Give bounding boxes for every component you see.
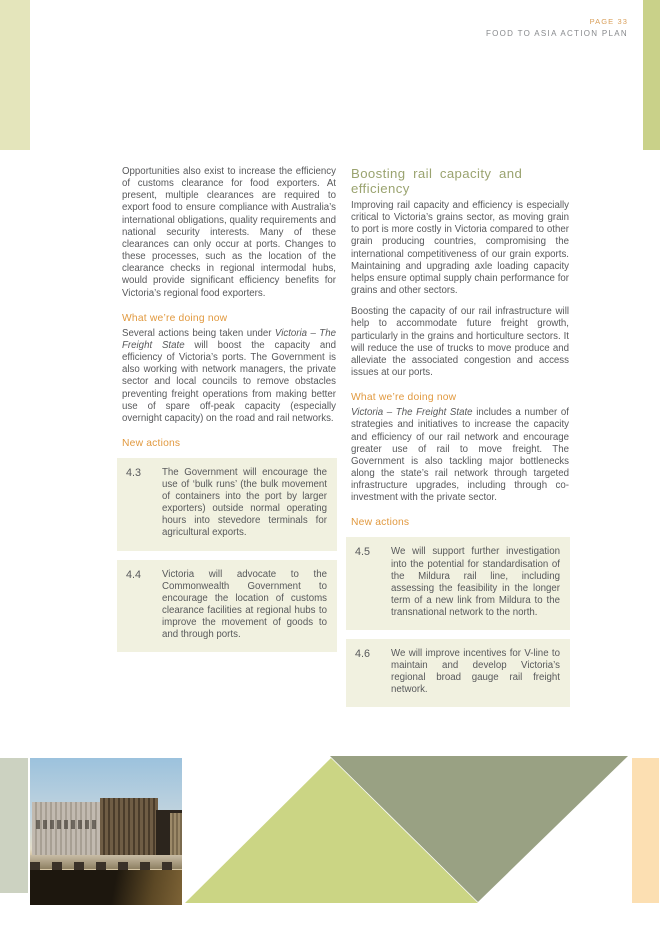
- action-text: The Government will encourage the use of ‘bulk runs’ (the bulk movement of containers into the port by larger exporters) outside normal operating hours into stevedore terminals for agricultural exports.: [162, 466, 327, 539]
- paragraph-rail-infrastructure: Boosting the capacity of our rail infrastructure will help to accommodate future freight growth, particularly in the grains and horticulture sectors. It will reduce the use of trucks to move produce and alleviate the associated congestion and access issues at our ports.: [351, 306, 569, 379]
- action-card-4-4: [117, 560, 337, 653]
- doing-now-right-italic: Victoria – The Freight State: [351, 407, 473, 419]
- paragraph-rail-capacity: Improving rail capacity and efficiency is especially critical to Victoria’s grains sector, as moving grain to port is more costly in Victoria compared to other grain producing countries, compromising the international competitiveness of our grain exports. Maintaining and upgrading axle loading capacity helps ensure optimal supply chain performance for grains and other sectors.: [351, 200, 569, 297]
- action-text: We will support further investigation into the potential for standardisation of the Mildura rail line, including assessing the feasibility in the longer term of a new link from Mildura to the transnational network to the north.: [391, 546, 560, 618]
- top-right-decorative-bar: [643, 0, 660, 150]
- photo-container-brown: [100, 798, 158, 858]
- action-card-4-5: [346, 537, 570, 630]
- photo-container-tan: [170, 813, 182, 860]
- doing-now-right-post: includes a number of strategies and initiatives to increase the capacity and efficiency of our rail network and encourage greater use of rail to move freight. The Government is also tackling major bottlenecks along the state’s rail network through targeted infrastructure upgrades, including through co-investment with the private sector.: [351, 407, 569, 504]
- photo-grass: [30, 870, 182, 905]
- doing-now-left-italic: Victoria – The Freight State: [122, 327, 336, 351]
- action-text: Victoria will advocate to the Commonwealth Government to encourage the location of customs clearance facilities at regional hubs to improve the movement of goods to and through ports.: [162, 568, 327, 640]
- left-column: [122, 166, 336, 652]
- paragraph-doing-now-right: [351, 407, 569, 504]
- doing-now-left-post: will boost the capacity and efficiency of Victoria’s ports. The Government is also working with network managers, the private sector and local councils to remove obstacles preventing freight operations from making better use of spare off-peak capacity (especially overnight capacity) on the road and rail networks.: [122, 339, 336, 424]
- photo-container-light: [32, 802, 102, 856]
- heading-doing-now-right: What we’re doing now: [351, 392, 457, 404]
- heading-new-actions-right: New actions: [351, 517, 410, 529]
- action-number: 4.5: [355, 546, 371, 559]
- action-number: 4.4: [126, 568, 142, 581]
- action-number: 4.3: [126, 466, 142, 479]
- heading-boosting-rail: Boosting rail capacity and efficiency: [351, 166, 523, 196]
- heading-new-actions-left: New actions: [122, 437, 181, 449]
- bottom-right-decorative-bar: [632, 758, 659, 903]
- top-left-decorative-bar: [0, 0, 30, 150]
- photo-container-lettering: [36, 820, 96, 829]
- action-number: 4.6: [355, 648, 371, 660]
- paragraph-doing-now-left: [122, 328, 336, 425]
- train-photo: [30, 758, 182, 905]
- bottom-left-decorative-bar: [0, 758, 28, 893]
- action-card-4-6: [346, 639, 570, 707]
- document-title: FOOD TO ASIA ACTION PLAN: [485, 29, 628, 38]
- action-card-4-3: [117, 458, 337, 551]
- paragraph-customs-clearance: Opportunities also exist to increase the efficiency of customs clearance for food exporters. At present, multiple clearances are required to export food to ensure compliance with Australia’s international obligations, quality requirements and national security interests. Many of these clearances can only occur at ports. Changes to these processes, such as the location of the clearance checks in regional intermodal hubs, would provide significant efficiency benefits for Victoria’s regional food exporters.: [122, 166, 336, 299]
- action-text: We will improve incentives for V-line to maintain and develop Victoria’s regional broad gauge rail freight network.: [391, 648, 560, 696]
- page-header: [486, 16, 628, 40]
- heading-doing-now-left: What we’re doing now: [122, 312, 228, 324]
- page-number: PAGE 33: [589, 17, 628, 26]
- doing-now-left-pre: Several actions being taken under: [122, 327, 275, 339]
- right-column: [351, 166, 569, 707]
